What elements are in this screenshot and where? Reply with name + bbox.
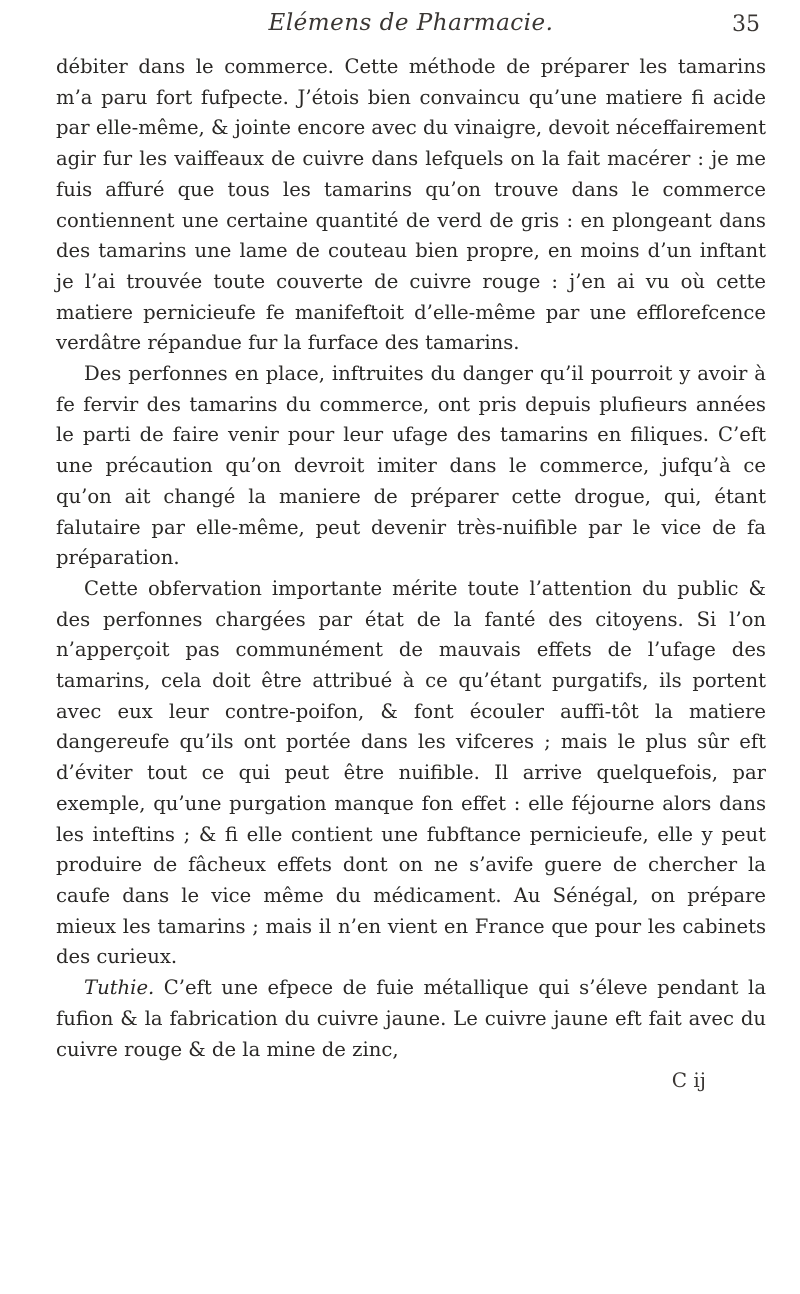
paragraph-text: Cette obfervation importante mérite toute l’attention du public & des perfonnes chargées par état de la fanté des citoyens. Si l’on n’apperçoit pas communément de mauvais effets de l’ufage des tamarins, cela doit être attribué à ce qu’étant purgatifs, ils portent avec eux leur contre-poifon, & font écouler auffi-tôt la matiere dangereufe qu’ils ont portée dans les vifceres ; mais le plus sûr eft d’éviter tout ce qui peut être nuifible. Il arrive quelquefois, par exemple, qu’une purgation manque fon effet : elle féjourne alors dans les inteftins ; & fi elle contient une fubftance pernicieufe, elle y peut produire de fâcheux effets dont on ne s’avife guere de chercher la caufe dans le vice même du médicament. Au Sénégal, on prépare mieux les tamarins ; mais il n’en vient en France que pour les cabinets des curieux. xyxy=(56,576,766,969)
paragraph-tuthie xyxy=(56,973,766,1065)
page-header xyxy=(56,0,766,52)
paragraph-text: débiter dans le commerce. Cette méthode de préparer les tamarins m’a paru fort fufpecte. J’étois bien convaincu qu’une matiere fi acide par elle-même, & jointe encore avec du vinaigre, devoit néceffairement agir fur les vaiffeaux de cuivre dans lefquels on la fait macérer : je me fuis affuré que tous les tamarins qu’on trouve dans le commerce contiennent une certaine quantité de verd de gris : en plongeant dans des tamarins une lame de couteau bien propre, en moins d’un inftant je l’ai trouvée toute couverte de cuivre rouge : j’en ai vu où cette matiere pernicieufe fe manifeftoit d’elle-même par une efflorefcence verdâtre répandue fur la furface des tamarins. xyxy=(56,55,766,355)
signature-mark: C ij xyxy=(671,1068,706,1093)
paragraph-precaution xyxy=(56,359,766,574)
page-number: 35 xyxy=(732,12,760,37)
entry-heading: Tuthie. xyxy=(84,976,155,1000)
running-head: Elémens de Pharmacie. xyxy=(268,10,554,36)
paragraph-tamarins-preparation xyxy=(56,52,766,359)
paragraph-observation xyxy=(56,574,766,973)
body-text xyxy=(56,52,766,1065)
paragraph-text: C’eft une efpece de fuie métallique qui s’éleve pendant la fufion & la fabrication du cuivre jaune. Le cuivre jaune eft fait avec du cuivre rouge & de la mine de zinc, xyxy=(56,976,766,1061)
paragraph-text: Des perfonnes en place, inftruites du danger qu’il pourroit y avoir à fe fervir des tamarins du commerce, ont pris depuis plufieurs années le parti de faire venir pour leur ufage des tamarins en filiques. C’eft une précaution qu’on devroit imiter dans le commerce, jufqu’à ce qu’on ait changé la maniere de préparer cette drogue, qui, étant falutaire par elle-même, peut devenir très-nuifible par le vice de fa préparation. xyxy=(56,362,766,570)
